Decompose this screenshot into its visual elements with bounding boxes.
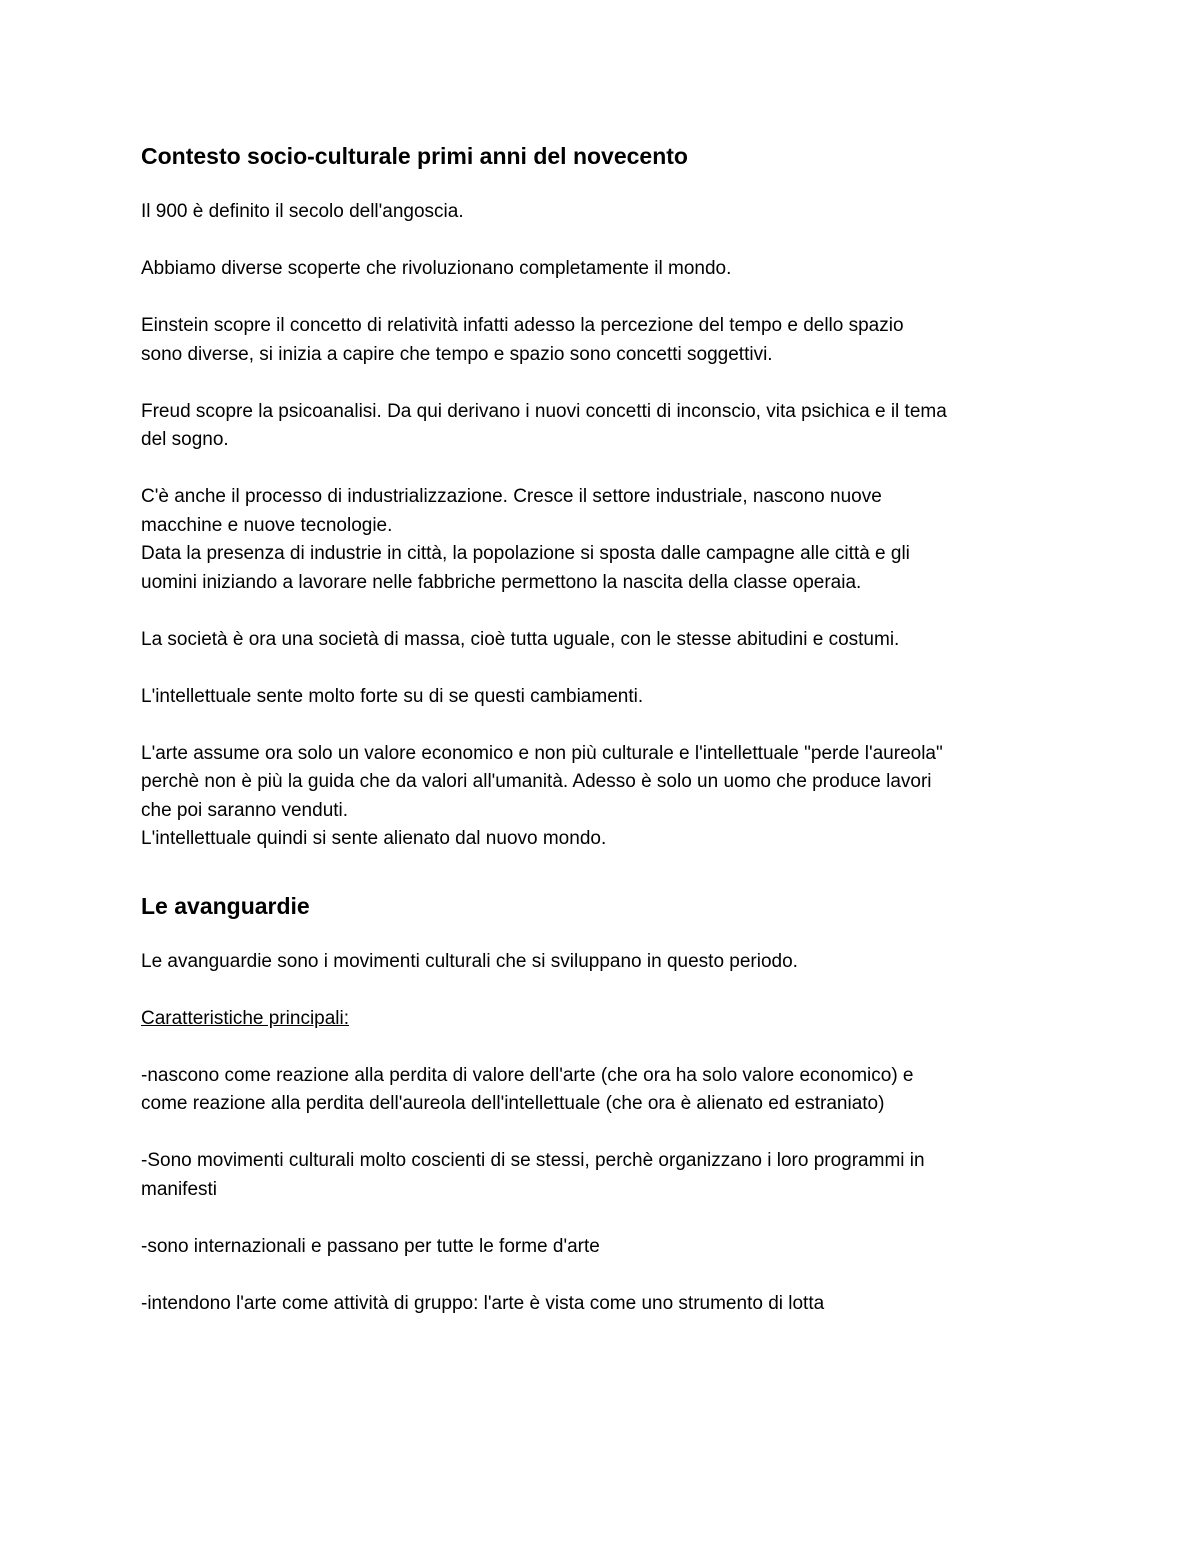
paragraph-line: Einstein scopre il concetto di relatività infatti adesso la percezione del tempo e dello spazio: [141, 315, 904, 336]
paragraph-line: perchè non è più la guida che da valori all'umanità. Adesso è solo un uomo che produce lavori: [141, 771, 932, 792]
list-item-line: -nascono come reazione alla perdita di valore dell'arte (che ora ha solo valore economico) e: [141, 1064, 914, 1086]
paragraph-line: sono diverse, si inizia a capire che tempo e spazio sono concetti soggettivi.: [141, 343, 773, 365]
paragraph: La società è ora una società di massa, cioè tutta uguale, con le stesse abitudini e costumi.: [141, 628, 900, 650]
subheading-caratteristiche: Caratteristiche principali:: [141, 1007, 350, 1029]
paragraph-line: del sogno.: [141, 429, 229, 450]
paragraph: Il 900 è definito il secolo dell'angoscia.: [141, 201, 464, 222]
paragraph: Abbiamo diverse scoperte che rivoluzionano completamente il mondo.: [141, 258, 732, 279]
paragraph-line: Freud scopre la psicoanalisi. Da qui derivano i nuovi concetti di inconscio, vita psichica e il tema: [141, 400, 947, 422]
paragraph-line: macchine e nuove tecnologie.: [141, 514, 393, 536]
list-item: -sono internazionali e passano per tutte le forme d'arte: [141, 1235, 600, 1257]
paragraph-line: che poi saranno venduti.: [141, 799, 349, 821]
paragraph-line: L'arte assume ora solo un valore economico e non più culturale e l'intellettuale "perde l'aureola": [141, 742, 943, 764]
paragraph-line: C'è anche il processo di industrializzazione. Cresce il settore industriale, nascono nuove: [141, 486, 882, 507]
paragraph-line: uomini iniziando a lavorare nelle fabbriche permettono la nascita della classe operaia.: [141, 571, 862, 593]
paragraph: L'intellettuale sente molto forte su di se questi cambiamenti.: [141, 685, 644, 707]
document-page: [141, 140, 1071, 1318]
list-item-line: come reazione alla perdita dell'aureola dell'intellettuale (che ora è alienato ed estraniato): [141, 1093, 885, 1114]
paragraph-line: L'intellettuale quindi si sente alienato dal nuovo mondo.: [141, 828, 607, 849]
section-heading-contesto: Contesto socio-culturale primi anni del novecento: [141, 143, 688, 169]
list-item: -intendono l'arte come attività di gruppo: l'arte è vista come uno strumento di lotta: [141, 1292, 825, 1314]
list-item-line: manifesti: [141, 1178, 218, 1200]
paragraph-line: Data la presenza di industrie in città, la popolazione si sposta dalle campagne alle città e gli: [141, 543, 910, 564]
paragraph: Le avanguardie sono i movimenti culturali che si sviluppano in questo periodo.: [141, 950, 798, 972]
list-item-line: -Sono movimenti culturali molto coscienti di se stessi, perchè organizzano i loro programmi in: [141, 1150, 925, 1171]
section-heading-avanguardie: Le avanguardie: [141, 892, 310, 919]
